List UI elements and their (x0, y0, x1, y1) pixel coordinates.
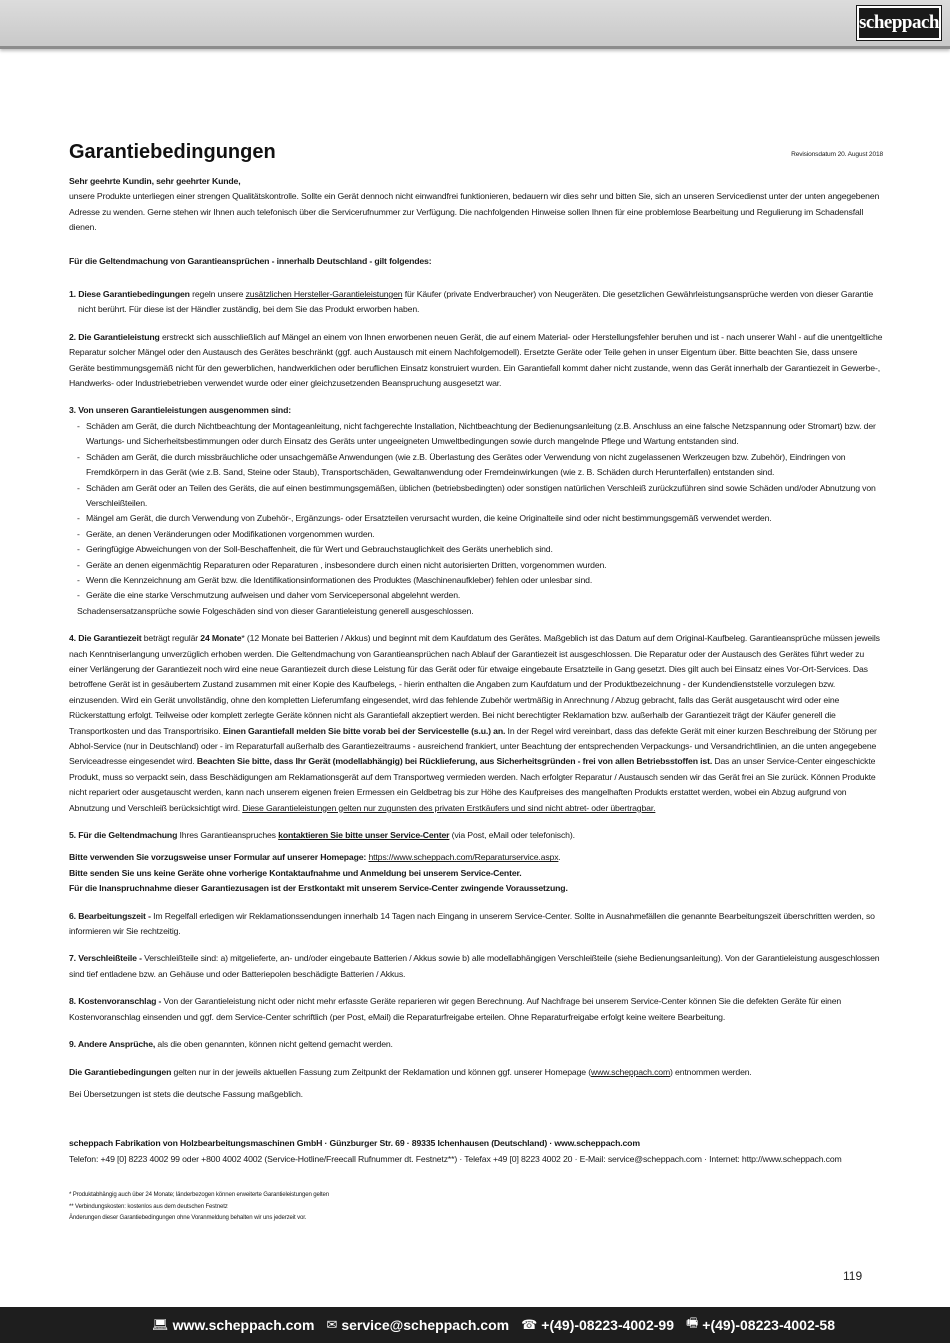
company-line: scheppach Fabrikation von Holzbearbeitungsmaschinen GmbH · Günzburger Str. 69 · 89335 Ichenhausen (Deutschland) · www.scheppach.com (69, 1138, 640, 1149)
germany-heading: Für die Geltendmachung von Garantieansprüchen - innerhalb Deutschland - gilt folgendes: (69, 255, 432, 266)
footer-fax: 🖷︎ +(49)-08223-4002-58 (686, 1314, 835, 1336)
revision-date: Revisionsdatum 20. August 2018 (791, 151, 883, 158)
footnote: * Produktabhängig auch über 24 Monate; länderbezogen können erweiterte Garantieleistungen gelten (69, 1191, 330, 1199)
footer-email[interactable]: ✉︎ service@scheppach.com (326, 1317, 510, 1333)
footer-bar (0, 1307, 950, 1343)
page-title: Garantiebedingungen (69, 141, 276, 163)
section-7: 7. Verschleißteile - Verschleißteile sind: a) mitgelieferte, an- und/oder eingebaute Batterien / Akkus sowie b) alle modellabhängigen Verschleißteile (siehe Bedienungsanleitung). Von der Garantieleistung ausgeschlossen sind tief entladene bzw. an Gehäuse und oder Batteriepolen beschädigte Batterien / Akkus. (69, 953, 880, 979)
footer-website[interactable]: 💻︎ www.scheppach.com (152, 1317, 315, 1333)
computer-icon: 💻︎ (152, 1317, 169, 1332)
list-item: - Geräte die eine starke Verschmutzung aufweisen und daher vom Servicepersonal abgelehnt werden. (77, 588, 883, 603)
title-row (69, 138, 883, 174)
section-9: 9. Andere Ansprüche, als die oben genannten, können nicht geltend gemacht werden. (69, 1039, 393, 1050)
fax-icon: 🖷︎ (686, 1315, 699, 1330)
list-item: - Wenn die Kennzeichnung am Gerät bzw. die Identifikationsinformationen des Produktes (Maschinenaufkleber) fehlen oder unlesbar sind. (77, 573, 883, 588)
section-4: 4. Die Garantiezeit beträgt regulär 24 Monate* (12 Monate bei Batterien / Akkus) und beginnt mit dem Kaufdatum des Gerätes. Maßgeblich ist das Datum auf dem Original-Kaufbeleg. Garantieansprüche müssen jeweils nach Kenntniserlangung unverzüglich erhoben werden. Die Geltendmachung von Garantieansprüchen nach Ablauf der Garantiezeit ist ausgeschlossen. Die Reparatur oder der Austausch des Gerätes führt weder zu einer Verlängerung der Garantiezeit noch wird eine neue Garantiezeit durch diese Leistung für das Gerät oder für etwaige eingebaute Ersatzteile in Gang gesetzt. Dies gilt auch bei Einsatz eines Vor-Ort-Services. Das betroffene Gerät ist in gesäubertem Zustand zusammen mit einer Kopie des Kaufbelegs, - hierin enthalten die Angaben zum Kaufdatum und der Produktbezeichnung - der Kundendienststelle vorzulegen bzw. einzusenden. Wird ein Gerät unvollständig, ohne den kompletten Lieferumfang eingesendet, wird das fehlende Zubehör wertmäßig in Anrechnung / Abzug gebracht, falls das Gerät ausgetauscht wird oder eine Rückerstattung erfolgt. Teilweise oder komplett zerlegte Geräte können nicht als Garantiefall akzeptiert werden. Bei nicht berechtigter Reklamation bzw. außerhalb der Garantiezeit trägt der Käufer generell die Transportkosten und das Transportrisiko. Einen Garantiefall melden Sie bitte vorab bei der Servicestelle (s.u.) an. In der Regel wird vereinbart, dass das defekte Gerät mit einer kurzen Beschreibung der Störung per Abhol-Service (nur in Deutschland) oder - im Reparaturfall außerhalb des Garantiezeitraums - ausreichend frankiert, unter Beachtung der entsprechenden Verpackungs- und Versandrichtlinien, an die unten angegebene Serviceadresse eingesendet wird. Beachten Sie bitte, dass Ihr Gerät (modellabhängig) bei Rücklieferung, aus Sicherheitsgründen - frei von allen Betriebsstoffen ist. Das an unser Service-Center eingeschickte Produkt, muss so verpackt sein, dass Beschädigungen am Reklamationsgerät auf dem Transportweg vermieden werden. Nach erfolgter Reparatur / Austausch senden wir das Gerät frei an Sie zurück. Können Produkte nicht repariert oder ausgetauscht werden, kann nach unserem eigenen freien Ermessen ein Geldbetrag bis zur Höhe des Kaufpreises des mangelhaften Produkts erstattet werden, wobei ein Abzug aufgrund von Abnutzung und Verschleiß berücksichtigt wird. Diese Garantieleistungen gelten nur zugunsten des privaten Erstkäufers und sind nicht abtret- oder übertragbar. (69, 633, 880, 813)
list-item: - Geräte an denen eigenmächtig Reparaturen oder Reparaturen , insbesondere durch einen nicht autorisierten Dritten, vorgenommen wurden. (77, 558, 883, 573)
translation-note: Bei Übersetzungen ist stets die deutsche Fassung maßgeblich. (69, 1088, 303, 1099)
footnote: Änderungen dieser Garantiebedingungen ohne Voranmeldung behalten wir uns jederzeit vor. (69, 1214, 307, 1222)
section-6: 6. Bearbeitungszeit - Im Regelfall erledigen wir Reklamationssendungen innerhalb 14 Tagen nach Eingang in unserem Service-Center. Sollte in Ausnahmefällen die genannte Bearbeitungszeit überschritten werden, so informieren wir Sie rechtzeitig. (69, 910, 875, 937)
footnote: ** Verbindungskosten: kostenlos aus dem deutschen Festnetz (69, 1202, 228, 1210)
list-item: - Geräte, an denen Veränderungen oder Modifikationen vorgenommen wurden. (77, 527, 883, 542)
footnotes (69, 1189, 883, 1224)
section-5: 5. Für die Geltendmachung Ihres Garantieanspruches kontaktieren Sie bitte unser Service-Center (via Post, eMail oder telefonisch). (69, 830, 575, 841)
exclusions-list (69, 419, 883, 604)
list-item: - Schäden am Gerät oder an Teilen des Geräts, die auf einen bestimmungsgemäßen, üblichen (betriebsbedingten) oder sonstigen natürlichen Verschleiß zurückzuführen sind sowie Schäden und/oder Abnutzung von Verschleißteilen. (77, 481, 883, 512)
list-item: - Schäden am Gerät, die durch missbräuchliche oder unsachgemäße Anwendungen (wie z.B. Überlastung des Gerätes oder Verwendung von nicht zugelassenen Werkzeugen bzw. Zubehör), Eindringen von Fremdkörpern in das Gerät (wie z.B. Sand, Steine oder Staub), Transportschäden, Gewaltanwendung oder Fremdeinwirkungen (wie z. B. Schäden durch Herunterfallen) entstanden sind. (77, 450, 883, 481)
section-3-heading: 3. Von unseren Garantieleistungen ausgenommen sind: (69, 405, 291, 416)
no-contact-notice: Bitte senden Sie uns keine Geräte ohne vorherige Kontaktaufnahme und Anmeldung bei unserem Service-Center. (69, 867, 522, 878)
section-1: 1. Diese Garantiebedingungen regeln unsere zusätzlichen Hersteller-Garantieleistungen für Käufer (private Endverbraucher) von Neugeräten. Die gesetzlichen Gewährleistungsansprüche werden von dieser Garantie nicht berührt. Für diese ist der Händler zuständig, bei dem Sie das Produkt erworben haben. (69, 289, 874, 315)
homepage-line: Bitte verwenden Sie vorzugsweise unser Formular auf unserer Homepage: https://www.scheppach.com/Reparaturservice.aspx. (69, 852, 561, 863)
brand-logo: scheppach (857, 6, 941, 40)
document-body (69, 138, 883, 1224)
list-item: - Schäden am Gerät, die durch Nichtbeachtung der Montageanleitung, nicht fachgerechte Installation, Nichtbeachtung der Bedienungsanleitung (z.B. Anschluss an eine falsche Netzspannung oder Stromart) bzw. der Wartungs- und Sicherheitsbestimmungen oder durch Einsatz des Geräts unter ungeeigneten Umweltbedingungen sowie durch mangelnde Pflege und Wartung entstanden sind. (77, 419, 883, 450)
contact-line: Telefon: +49 [0] 8223 4002 99 oder +800 4002 4002 (Service-Hotline/Freecall Rufnummer dt. Festnetz**) · Telefax +49 [0] 8223 4002 20 · E-Mail: service@scheppach.com · Internet: http://www.scheppach.com (69, 1153, 842, 1164)
list-item: - Mängel am Gerät, die durch Verwendung von Zubehör-, Ergänzungs- oder Ersatzteilen verursacht wurden, die keine Originalteile sind oder nicht bestimmungsgemäß verwendet werden. (77, 511, 883, 526)
section-3-closing: Schadensersatzansprüche sowie Folgeschäden sind von dieser Garantieleistung generell ausgeschlossen. (77, 605, 474, 616)
salutation: Sehr geehrte Kundin, sehr geehrter Kunde, (69, 176, 241, 186)
phone-icon: ☎︎ (521, 1317, 538, 1332)
company-info (69, 1136, 883, 1167)
page-number: 119 (843, 1269, 863, 1283)
intro-paragraph: unsere Produkte unterliegen einer strengen Qualitätskontrolle. Sollte ein Gerät dennoch nicht einwandfrei funktionieren, bedauern wir dies sehr und bitten Sie, sich an unseren Servicedienst unter der unten angegebenen Adresse zu wenden. Gerne stehen wir Ihnen auch telefonisch über die Servicerufnummer zur Verfügung. Die nachfolgenden Hinweise sollen Ihnen für eine problemlose Bearbeitung und Regulierung im Schadensfall dienen. (69, 191, 880, 233)
footer-phone[interactable]: ☎︎ +(49)-08223-4002-99 (521, 1317, 674, 1333)
contact-service-link: kontaktieren Sie bitte unser Service-Center (278, 830, 450, 841)
manufacturer-warranty-link: zusätzlichen Hersteller-Garantieleistungen (245, 289, 403, 300)
header-bar (0, 0, 950, 49)
repair-service-link[interactable]: https://www.scheppach.com/Reparaturservice.aspx (368, 852, 559, 863)
email-icon: ✉︎ (326, 1317, 338, 1332)
section-2: 2. Die Garantieleistung erstreckt sich ausschließlich auf Mängel an einem von Ihnen erworbenen neuen Gerät, die auf einem Material- oder Herstellungsfehler beruhen und ist - nach unserer Wahl - auf die unentgeltliche Reparatur solcher Mängel oder den Austausch des Gerätes beschränkt (ggf. auch Austausch mit einem Nachfolgemodell). Ersetzte Geräte oder Teile gehen in unser Eigentum über. Bitte beachten Sie, dass unsere Geräte bestimmungsgemäß nicht für den gewerblichen, handwerklichen oder beruflichen Einsatz konstruiert wurden. Ein Garantiefall kommt daher nicht zustande, wenn das Gerät innerhalb der Garantiezeit in Gewerbe-, Handwerks- oder Industriebetrieben verwendet wurde oder einer gleichzusetzenden Beanspruchung ausgesetzt war. (69, 331, 883, 389)
section-8: 8. Kostenvoranschlag - Von der Garantieleistung nicht oder nicht mehr erfasste Geräte reparieren wir gegen Berechnung. Auf Nachfrage bei unserem Service-Center können Sie die defekten Geräte für einen Kostenvoranschlag einsenden und ggf. dem Service-Center schriftlich (per Post, eMail) die Reparaturfreigabe erteilen. Ohne Reparaturfreigabe erfolgt keine weitere Bearbeitung. (69, 996, 842, 1022)
list-item: - Geringfügige Abweichungen von der Soll-Beschaffenheit, die für Wert und Gebrauchstauglichkeit des Geräts unerheblich sind. (77, 542, 883, 557)
validity-paragraph: Die Garantiebedingungen gelten nur in der jeweils aktuellen Fassung zum Zeitpunkt der Reklamation und können ggf. unserer Homepage (www.scheppach.com) entnommen werden. (69, 1066, 752, 1077)
first-contact-notice: Für die Inanspruchnahme dieser Garantiezusagen ist der Erstkontakt mit unserem Service-Center zwingende Voraussetzung. (69, 883, 568, 894)
homepage-link[interactable]: www.scheppach.com (590, 1066, 671, 1077)
section-3 (69, 403, 883, 619)
